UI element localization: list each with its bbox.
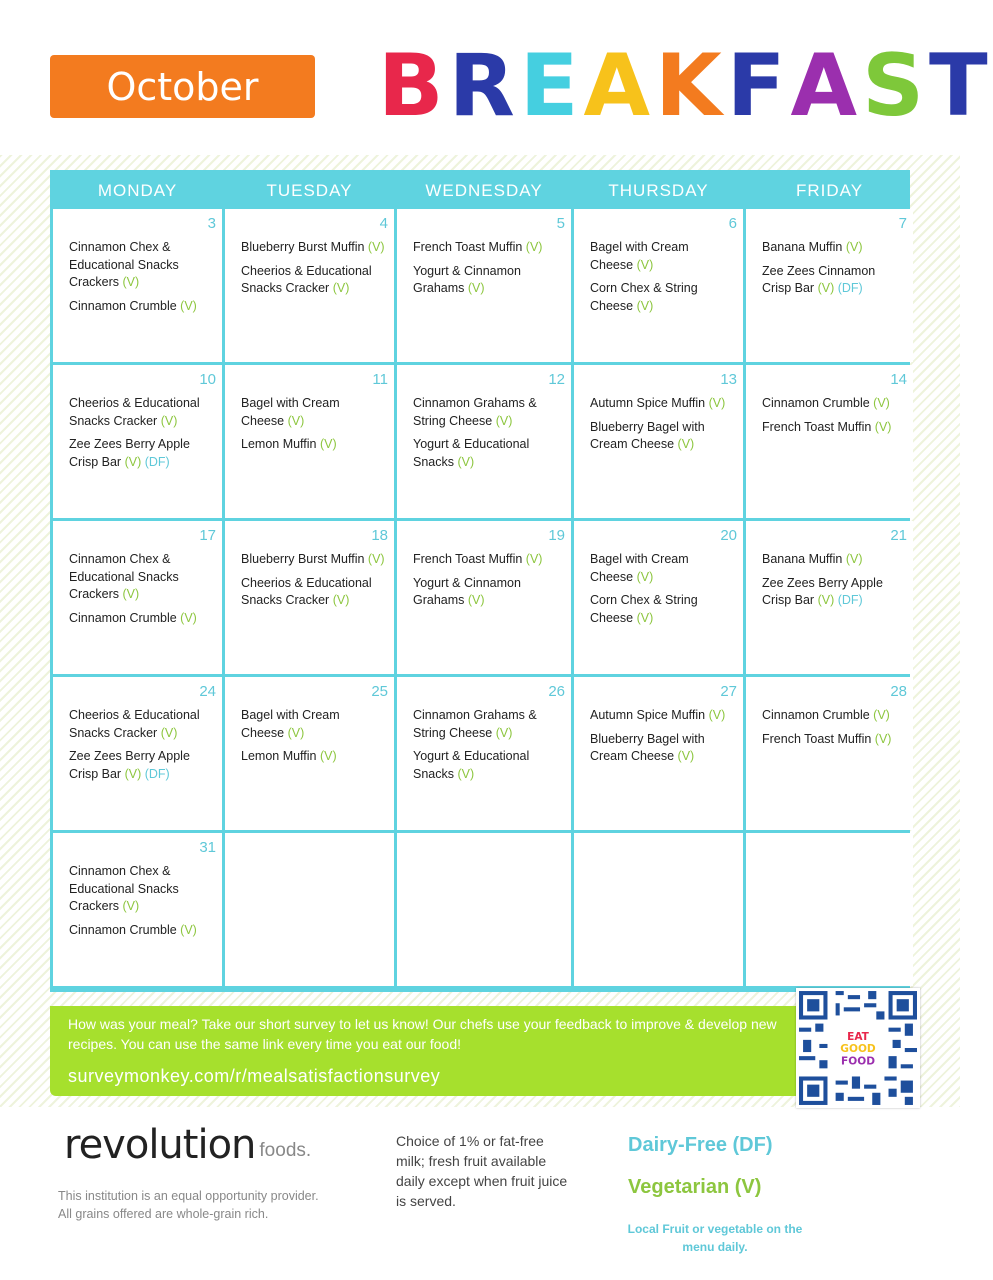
vegetarian-tag: (V) [180,298,197,313]
vegetarian-tag: (V) [874,419,892,434]
menu-item [413,395,563,430]
vegetarian-tag: (V) [467,593,485,607]
day-cell [574,365,743,518]
menu-item-name: Yogurt & Cinnamon Grahams [413,263,521,295]
day-number: 5 [556,215,565,232]
title-letter: A [583,36,656,136]
menu-item-name: Cinnamon Crumble [762,396,874,410]
weekday-header [53,173,907,205]
menu-item-name: Blueberry Bagel with Cream Cheese [590,731,705,763]
vegetarian-tag: (V) [122,899,140,913]
menu-item-name: Autumn Spice Muffin [590,396,709,410]
day-cell [53,833,222,986]
vegetarian-tag: (V) [636,257,654,272]
day-cell [574,209,743,362]
menu-item [590,239,735,274]
menu-item [590,551,735,586]
menu-item [762,707,905,725]
menu-item [590,707,735,725]
dairy-free-tag: (DF) [837,593,863,607]
day-cell [746,833,913,986]
menu-item-name: Yogurt & Educational Snacks [413,437,530,469]
day-number: 17 [199,527,216,544]
menu-item-name: Cinnamon Crumble [69,298,181,313]
vegetarian-tag: (V) [467,281,485,295]
vegetarian-tag: (V) [873,708,890,722]
menu-item-name: Corn Chex & String Cheese [590,593,698,625]
menu-item [69,610,214,628]
calendar [50,170,910,992]
vegetarian-tag: (V) [457,766,475,781]
vegetarian-tag: (V) [845,552,863,566]
day-number: 24 [199,683,216,700]
day-number: 12 [548,371,565,388]
menu-item-name: Cheerios & Educational Snacks Cracker [69,708,200,740]
title-letter: R [448,36,520,136]
breakfast-title [378,36,993,136]
title-letter: B [378,36,449,136]
menu-item [762,239,905,257]
day-cell [397,209,571,362]
vegetarian-tag: (V) [636,298,654,313]
menu-item-name: Cinnamon Grahams & String Cheese [413,396,537,428]
menu-item-name: Zee Zees Berry Apple Crisp Bar [69,749,190,781]
vegetarian-tag: (V) [817,281,835,295]
vegetarian-tag: (V) [677,437,695,451]
logo-wordmark: revolution [64,1122,256,1168]
menu-item-name: Yogurt & Cinnamon Grahams [413,575,521,607]
survey-banner [50,1006,810,1096]
vegetarian-tag: (V) [874,731,892,746]
legend-dairy-free: Dairy-Free (DF) [628,1134,773,1156]
vegetarian-tag: (V) [677,749,695,763]
menu-item [762,263,905,298]
menu-item-name: Bagel with Cream Cheese [590,552,689,584]
weekday-thursday: THURSDAY [608,181,709,200]
day-cell [225,521,394,674]
day-cell [746,677,913,830]
vegetarian-tag: (V) [287,413,305,428]
weekday-monday: MONDAY [97,181,178,200]
day-cell [397,521,571,674]
vegetarian-tag: (V) [319,749,337,763]
svg-text:FOOD: FOOD [841,1055,875,1068]
menu-item [69,922,214,940]
menu-item [241,395,386,430]
day-number: 26 [548,683,565,700]
vegetarian-tag: (V) [332,281,350,295]
menu-item [241,575,386,610]
menu-item-name: Bagel with Cream Cheese [241,396,340,428]
menu-item-name: Cinnamon Crumble [69,922,181,937]
vegetarian-tag: (V) [457,454,475,469]
vegetarian-tag: (V) [287,725,305,740]
survey-text: How was your meal? Take our short survey to let us know! Our chefs use your feedback to improve & develop new recipes. You can use the same link every time you eat our food! [68,1016,777,1052]
day-number: 21 [890,527,907,544]
day-number: 13 [720,371,737,388]
menu-item-name: Zee Zees Berry Apple Crisp Bar [762,575,883,607]
menu-item [590,592,735,627]
menu-item-name: Cheerios & Educational Snacks Cracker [69,396,200,428]
menu-item [241,748,386,766]
vegetarian-tag: (V) [525,240,543,254]
qr-code-icon [799,991,917,1105]
day-cell [746,521,913,674]
menu-item-name: Bagel with Cream Cheese [241,708,340,740]
menu-item [241,436,386,454]
day-cell [574,677,743,830]
vegetarian-tag: (V) [636,569,654,584]
qr-code[interactable] [796,988,920,1108]
menu-item [241,551,386,569]
menu-item-name: French Toast Muffin [762,731,875,746]
menu-item-name: French Toast Muffin [413,240,526,254]
day-cell [53,521,222,674]
title-letter: T [929,36,993,136]
dairy-free-tag: (DF) [837,281,863,295]
vegetarian-tag: (V) [845,240,863,254]
vegetarian-tag: (V) [124,766,142,781]
vegetarian-tag: (V) [332,593,350,607]
menu-item [762,551,905,569]
menu-item [241,707,386,742]
menu-item [69,298,214,316]
menu-item-name: Cinnamon Chex & Educational Snacks Crackers [69,240,179,289]
dairy-free-tag: (DF) [144,766,170,781]
title-letter: E [519,36,584,136]
menu-item [69,863,214,916]
menu-item [762,395,905,413]
menu-item-name: French Toast Muffin [762,419,875,434]
menu-item-name: Cinnamon Chex & Educational Snacks Crackers [69,552,179,601]
menu-item-name: Cinnamon Crumble [762,708,874,722]
milk-note: Choice of 1% or fat-free milk; fresh fruit available daily except when fruit juice is served. [396,1133,568,1209]
day-cell [53,677,222,830]
vegetarian-tag: (V) [367,240,385,254]
menu-item-name: Bagel with Cream Cheese [590,240,689,272]
menu-item [590,419,735,454]
menu-item-name: Cheerios & Educational Snacks Cracker [241,575,372,607]
vegetarian-tag: (V) [708,396,726,410]
menu-item [413,239,563,257]
day-cell [574,521,743,674]
day-cell [225,365,394,518]
menu-item [69,707,214,742]
day-cell [746,209,913,362]
menu-item [413,748,563,783]
day-cell [225,677,394,830]
day-number: 27 [720,683,737,700]
day-number: 28 [890,683,907,700]
menu-item [413,551,563,569]
day-cell [397,677,571,830]
day-number: 14 [890,371,907,388]
menu-item [69,395,214,430]
vegetarian-tag: (V) [160,725,178,740]
vegetarian-tag: (V) [817,593,835,607]
calendar-grid [53,209,907,986]
vegetarian-tag: (V) [319,437,337,451]
menu-item-name: Lemon Muffin [241,749,320,763]
vegetarian-tag: (V) [495,413,513,428]
title-letter: K [655,36,727,136]
menu-item-name: Yogurt & Educational Snacks [413,749,530,781]
vegetarian-tag: (V) [525,552,543,566]
vegetarian-tag: (V) [180,610,197,625]
menu-item [413,436,563,471]
menu-item-name: Banana Muffin [762,240,846,254]
menu-item [69,436,214,471]
day-number: 18 [371,527,388,544]
menu-item [762,419,905,437]
menu-item-name: Cheerios & Educational Snacks Cracker [241,263,372,295]
day-number: 11 [372,371,388,388]
survey-link[interactable]: surveymonkey.com/r/mealsatisfactionsurvey [68,1066,441,1086]
local-produce-note: Local Fruit or vegetable on the menu daily. [627,1222,803,1254]
menu-item-name: Autumn Spice Muffin [590,708,709,722]
menu-item [590,395,735,413]
weekday-friday: FRIDAY [795,181,864,200]
menu-item [590,731,735,766]
menu-item-name: Blueberry Burst Muffin [241,240,368,254]
menu-item [413,707,563,742]
menu-item [413,575,563,610]
menu-item-name: Blueberry Burst Muffin [241,552,368,566]
legend-vegetarian: Vegetarian (V) [628,1176,762,1198]
day-cell [53,365,222,518]
vegetarian-tag: (V) [160,413,178,428]
title-letter: A [790,36,863,136]
month-badge [50,55,315,118]
equal-opportunity-note: This institution is an equal opportunity provider. All grains offered are whole-grain rich. [58,1189,319,1221]
day-number: 7 [898,215,907,232]
vegetarian-tag: (V) [367,552,385,566]
menu-item-name: Cinnamon Chex & Educational Snacks Crackers [69,864,179,913]
weekday-tuesday: TUESDAY [266,181,353,200]
vegetarian-tag: (V) [873,396,890,410]
revolution-foods-logo [64,1123,311,1167]
day-cell [397,833,571,986]
menu-item-name: Cinnamon Crumble [69,610,181,625]
day-number: 3 [207,215,216,232]
weekday-wednesday: WEDNESDAY [425,181,543,200]
vegetarian-tag: (V) [636,610,654,625]
menu-item [762,575,905,610]
menu-item-name: Blueberry Bagel with Cream Cheese [590,419,705,451]
menu-item [69,551,214,604]
menu-item [69,239,214,292]
vegetarian-tag: (V) [708,708,726,722]
vegetarian-tag: (V) [122,275,140,289]
day-number: 4 [379,215,388,232]
vegetarian-tag: (V) [124,454,142,469]
menu-item [69,748,214,783]
menu-item-name: French Toast Muffin [413,552,526,566]
day-cell [225,209,394,362]
vegetarian-tag: (V) [180,922,197,937]
menu-item-name: Lemon Muffin [241,437,320,451]
day-number: 20 [720,527,737,544]
menu-item-name: Cinnamon Grahams & String Cheese [413,708,537,740]
menu-item [413,263,563,298]
menu-item-name: Zee Zees Cinnamon Crisp Bar [762,263,876,295]
day-number: 10 [199,371,216,388]
day-cell [746,365,913,518]
svg-text:EAT: EAT [847,1030,869,1043]
menu-item-name: Banana Muffin [762,552,846,566]
month-label: October [106,64,259,109]
day-cell [397,365,571,518]
dairy-free-tag: (DF) [144,454,170,469]
menu-item-name: Corn Chex & String Cheese [590,281,698,313]
day-number: 25 [371,683,388,700]
menu-item [241,263,386,298]
svg-text:GOOD: GOOD [840,1043,876,1056]
vegetarian-tag: (V) [495,725,513,740]
vegetarian-tag: (V) [122,587,140,601]
menu-item [762,731,905,749]
day-cell [53,209,222,362]
menu-item [590,280,735,315]
day-cell [574,833,743,986]
logo-subtext: foods. [259,1140,312,1161]
title-letter: F [726,36,791,136]
day-number: 31 [199,839,216,856]
title-letter: S [862,36,930,136]
day-number: 6 [728,215,737,232]
menu-item-name: Zee Zees Berry Apple Crisp Bar [69,437,190,469]
day-cell [225,833,394,986]
day-number: 19 [548,527,565,544]
menu-item [241,239,386,257]
